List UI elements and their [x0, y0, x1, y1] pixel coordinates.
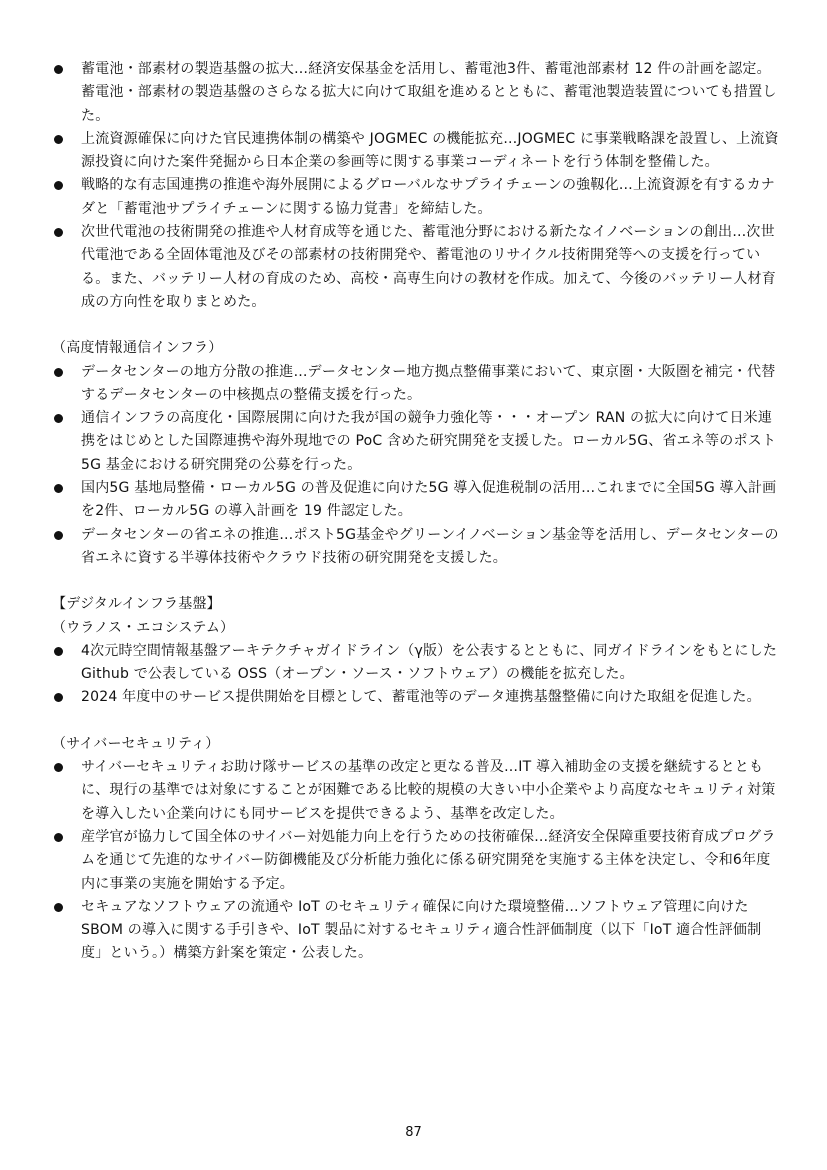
list-item — [52, 640, 780, 687]
bullet-icon — [54, 693, 63, 702]
bullet-icon — [54, 484, 63, 493]
spacer — [52, 570, 780, 593]
bullet-icon — [54, 368, 63, 377]
list-item-text: 戦略的な有志国連携の推進や海外展開によるグローバルなサプライチェーンの強靱化…上流資源を有するカナダと「蓄電池サプライチェーンに関する協力覚書」を締結した。 — [81, 177, 775, 217]
bullet-icon — [54, 763, 63, 772]
spacer — [52, 710, 780, 733]
subsection-heading-telecom: （高度情報通信インフラ） — [52, 340, 223, 357]
list-item — [52, 896, 780, 966]
list-item — [52, 477, 780, 524]
bullet-icon — [54, 647, 63, 656]
bullet-icon — [54, 65, 63, 74]
list-item-text: 国内5G 基地局整備・ローカル5G の普及促進に向けた5G 導入促進税制の活用…これまでに全国5G 導入計画を2件、ローカル5G の導入計画を 19 件認定した。 — [81, 480, 777, 520]
section-title-digital-infra: 【デジタルインフラ基盤】 — [52, 596, 221, 613]
list-item-text: 上流資源確保に向けた官民連携体制の構築や JOGMEC の機能拡充…JOGMEC に事業戦略課を設置し、上流資源投資に向けた案件発掘から日本企業の参画等に関する事業コーディネートを行う体制を整備した。 — [81, 130, 779, 171]
list-item-text: セキュアなソフトウェアの流通や IoT のセキュリティ確保に向けた環境整備…ソフトウェア管理に向けた SBOM の導入に関する手引きや、IoT 製品に対するセキュリティ適合性評価制度（以下「IoT 適合性評価制度」という。）構築方針案を策定・公表した。 — [81, 898, 762, 962]
list-item — [52, 686, 780, 709]
list-item — [52, 174, 780, 221]
list-item — [52, 756, 780, 826]
bullet-icon — [54, 414, 63, 423]
bullet-icon — [54, 135, 63, 144]
bullet-icon — [54, 228, 63, 237]
list-item-text: 4次元時空間情報基盤アーキテクチャガイドライン（γ版）を公表するとともに、同ガイドラインをもとにした Github で公表している OSS（オープン・ソース・ソフトウェア）の機能を拡充した。 — [81, 642, 778, 683]
list-item — [52, 128, 780, 175]
list-item-text: 蓄電池・部素材の製造基盤の拡大…経済安保基金を活用し、蓄電池3件、蓄電池部素材 12 件の計画を認定。蓄電池・部素材の製造基盤のさらなる拡大に向けて取組を進めるとともに、蓄電池製造装置についても措置した。 — [81, 61, 777, 124]
list-item — [52, 407, 780, 477]
list-item — [52, 524, 780, 571]
ouranos-bullet-list — [52, 640, 780, 710]
list-item-text: データセンターの省エネの推進…ポスト5G基金やグリーンイノベーション基金等を活用し、データセンターの省エネに資する半導体技術やクラウド技術の研究開発を支援した。 — [81, 526, 779, 566]
bullet-icon — [54, 903, 63, 912]
list-item-text: 産学官が協力して国全体のサイバー対処能力向上を行うための技術確保…経済安全保障重要技術育成プログラムを通じて先進的なサイバー防御機能及び分析能力強化に係る研究開発を実施する主体を決定し、令和6年度内に事業の実施を開始する予定。 — [81, 828, 776, 892]
list-item-text: サイバーセキュリティお助け隊サービスの基準の改定と更なる普及…IT 導入補助金の支援を継続するとともに、現行の基準では対象にすることが困難である比較的規模の大きい中小企業やより高度なセキュリティ対策を導入したい企業向けにも同サービスを提供できるよう、基準を改定した。 — [81, 759, 776, 822]
spacer — [52, 314, 780, 337]
bullet-icon — [54, 531, 63, 540]
subsection-heading-cyber: （サイバーセキュリティ） — [52, 735, 220, 752]
list-item-text: データセンターの地方分散の推進…データセンター地方拠点整備事業において、東京圏・大阪圏を補完・代替するデータセンターの中核拠点の整備支援を行った。 — [81, 363, 776, 403]
subsection-heading-ouranos: （ウラノス・エコシステム） — [52, 619, 235, 636]
list-item — [52, 361, 780, 408]
bullet-icon — [54, 181, 63, 190]
list-item — [52, 826, 780, 896]
page-number: 87 — [405, 1125, 422, 1140]
cyber-bullet-list — [52, 756, 780, 966]
list-item-text: 次世代電池の技術開発の推進や人材育成等を通じた、蓄電池分野における新たなイノベーションの創出…次世代電池である全固体電池及びその部素材の技術開発や、蓄電池のリサイクル技術開発等への支援を行っている。また、バッテリー人材の育成のため、高校・高専生向けの教材を作成。加えて、今後のバッテリー人材育成の方向性を取りまとめた。 — [81, 224, 776, 310]
list-item — [52, 221, 780, 314]
list-item — [52, 58, 780, 128]
list-item-text: 通信インフラの高度化・国際展開に向けた我が国の競争力強化等・・・オープン RAN の拡大に向けて日米連携をはじめとした国際連携や海外現地での PoC 含めた研究開発を支援した。ローカル5G、省エネ等のポスト5G 基金における研究開発の公募を行った。 — [81, 410, 777, 473]
list-item-text: 2024 年度中のサービス提供開始を目標として、蓄電池等のデータ連携基盤整備に向けた取組を促進した。 — [81, 689, 761, 706]
telecom-bullet-list — [52, 361, 780, 571]
document-body — [52, 58, 780, 966]
bullet-icon — [54, 833, 63, 842]
battery-bullet-list — [52, 58, 780, 314]
